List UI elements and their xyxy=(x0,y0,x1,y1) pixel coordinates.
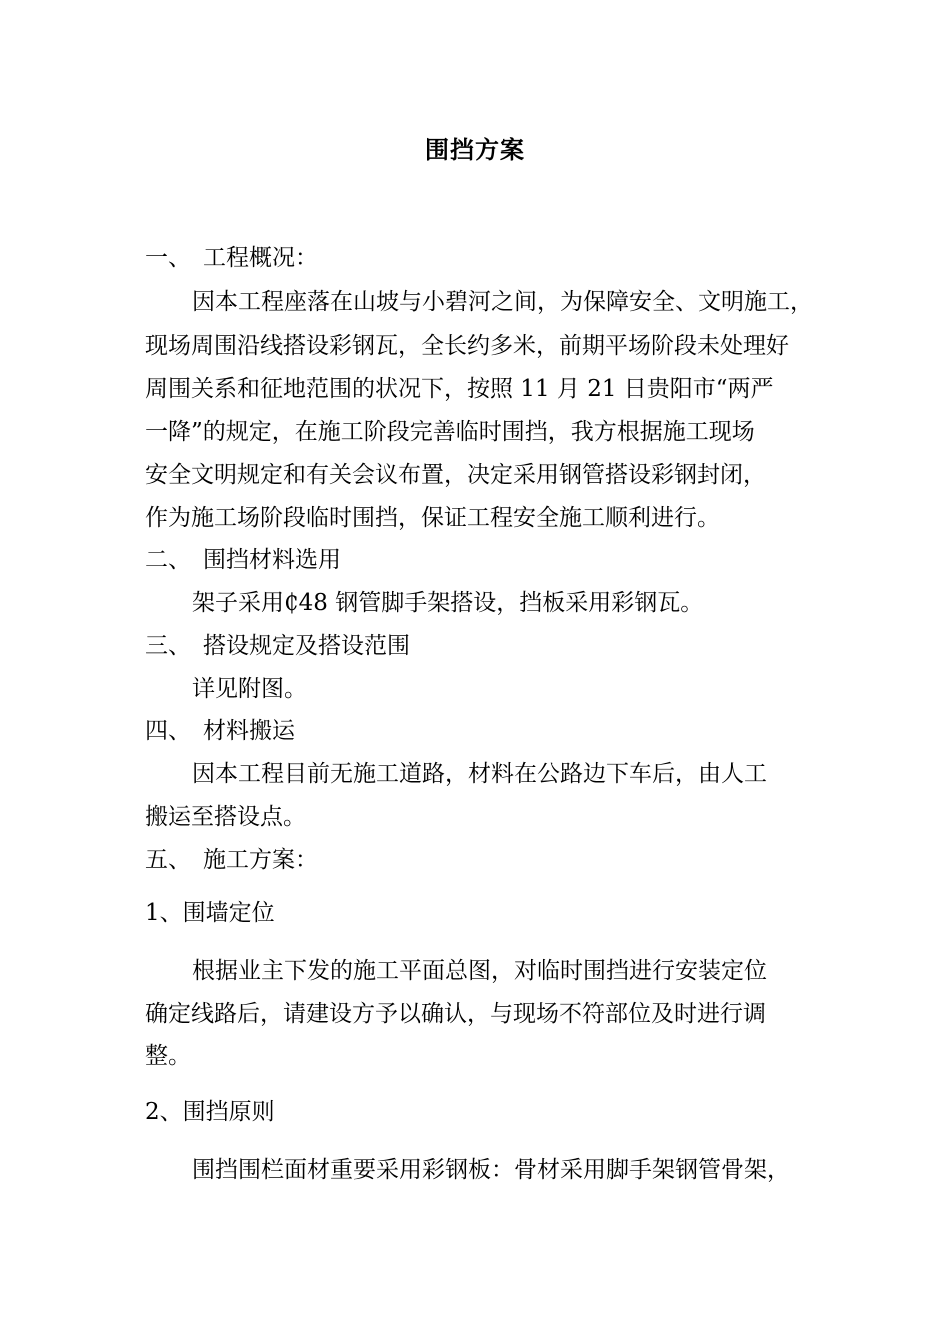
section-number: 五、 xyxy=(145,847,191,873)
paragraph-line: 现场周围沿线搭设彩钢瓦，全长约多米，前期平场阶段未处理好 xyxy=(145,333,789,359)
paragraph-line: 安全文明规定和有关会议布置，决定采用钢管搭设彩钢封闭， xyxy=(145,462,766,488)
paragraph-line: 搬运至搭设点。 xyxy=(145,804,306,830)
subsection-heading: 2、围挡原则 xyxy=(145,1099,275,1125)
section-heading xyxy=(145,242,318,274)
paragraph-line: 详见附图。 xyxy=(192,676,307,702)
section-heading xyxy=(145,544,341,576)
document-title: 围挡方案 xyxy=(425,136,525,164)
paragraph-line: 整。 xyxy=(145,1043,191,1069)
section-number: 四、 xyxy=(145,718,191,744)
paragraph-line: 围挡围栏面材重要采用彩钢板：骨材采用脚手架钢管骨架， xyxy=(192,1157,790,1183)
section-title: 施工方案： xyxy=(203,847,318,873)
section-title: 材料搬运 xyxy=(203,718,295,744)
paragraph-line: 因本工程目前无施工道路，材料在公路边下车后，由人工 xyxy=(192,761,767,787)
section-heading xyxy=(145,630,410,662)
section-title: 搭设规定及搭设范围 xyxy=(203,633,410,659)
section-title: 工程概况： xyxy=(203,245,318,271)
section-number: 一、 xyxy=(145,245,191,271)
section-number: 三、 xyxy=(145,633,191,659)
paragraph-line: 周围关系和征地范围的状况下，按照 11 月 21 日贵阳市“两严 xyxy=(145,376,774,402)
section-title: 围挡材料选用 xyxy=(203,547,341,573)
paragraph-line: 确定线路后，请建设方予以确认，与现场不符部位及时进行调 xyxy=(145,1001,766,1027)
paragraph-line: 架子采用₵48 钢管脚手架搭设，挡板采用彩钢瓦。 xyxy=(192,590,704,616)
subsection-heading: 1、围墙定位 xyxy=(145,900,275,926)
section-number: 二、 xyxy=(145,547,191,573)
section-heading xyxy=(145,844,318,876)
paragraph-line: 因本工程座落在山坡与小碧河之间，为保障安全、文明施工， xyxy=(192,289,813,315)
paragraph-line: 根据业主下发的施工平面总图，对临时围挡进行安装定位 xyxy=(192,958,767,984)
paragraph-line: 一降”的规定，在施工阶段完善临时围挡，我方根据施工现场 xyxy=(145,419,755,445)
paragraph-line: 作为施工场阶段临时围挡，保证工程安全施工顺利进行。 xyxy=(145,505,720,531)
section-heading xyxy=(145,715,295,747)
